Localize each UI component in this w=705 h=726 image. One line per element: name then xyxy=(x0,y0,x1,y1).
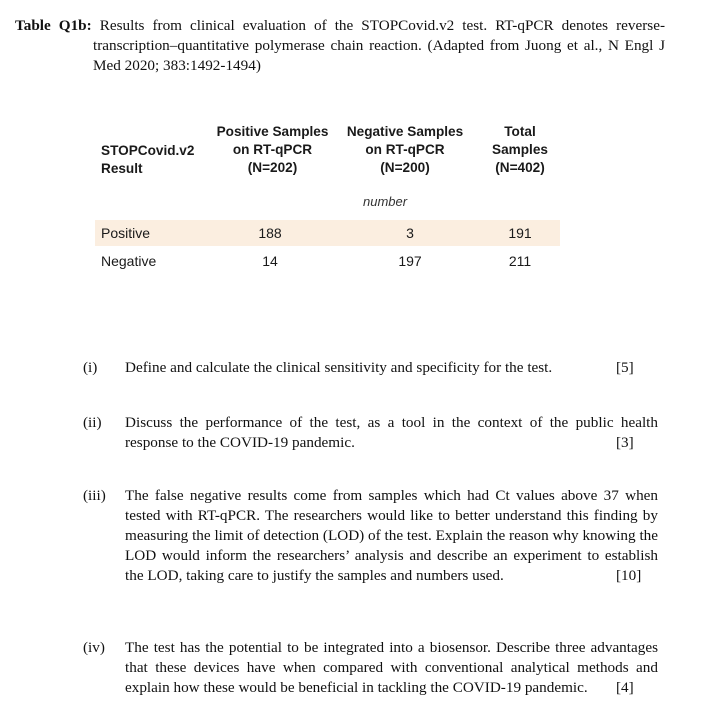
cell-total: 211 xyxy=(508,253,532,269)
question-text: Define and calculate the clinical sensitivity and specificity for the test. xyxy=(125,359,553,376)
header-total-samples: Total Samples (N=402) xyxy=(492,124,548,175)
question-text: The false negative results come from samples which had Ct values above 37 when tested with RT-qPCR. The researchers would like to better understand this finding by measuring the limit of detection (LOD) of the test. Explain the reason why knowing the LOD would inform the researchers’ analysis and describe an experiment to establish the LOD, taking care to justify the samples and numbers used. xyxy=(125,487,658,584)
caption-label: Table Q1b: xyxy=(15,17,92,34)
row-label: Negative xyxy=(101,253,157,269)
caption-text: Results from clinical evaluation of the STOPCovid.v2 test. RT-qPCR denotes reverse-transcription–quantitative polymerase chain reaction. (Adapted from Juong et al., N Engl J Med 2020; 383:1492-1494) xyxy=(93,17,665,74)
question-text: Discuss the performance of the test, as a tool in the context of the public health response to the COVID-19 pandemic. xyxy=(125,414,658,451)
question-number: (iii) xyxy=(83,487,106,504)
header-positive-samples: Positive Samples on RT-qPCR (N=202) xyxy=(216,124,329,175)
question-iii: (iii) The false negative results come from samples which had Ct values above 37 when tested with RT-qPCR. The researchers would like to better understand this finding by measuring the limit of detection (LOD) of the test. Explain the reason why knowing the LOD would inform the researchers’ analysis and describe an experiment to establish the LOD, taking care to justify the samples and numbers used. [10] xyxy=(83,487,658,584)
cell-negative: 197 xyxy=(398,253,422,269)
cell-total: 191 xyxy=(508,225,532,241)
question-iv: (iv) The test has the potential to be integrated into a biosensor. Describe three advantages that these devices have when compared with conventional analytical methods and explain how these would be beneficial in tackling the COVID-19 pandemic. [4] xyxy=(83,639,658,696)
cell-negative: 3 xyxy=(406,225,414,241)
question-i: (i) Define and calculate the clinical sensitivity and specificity for the test. [5] xyxy=(83,359,634,376)
row-label: Positive xyxy=(101,225,151,241)
cell-positive: 188 xyxy=(258,225,282,241)
table-row xyxy=(95,220,560,246)
cell-positive: 14 xyxy=(262,253,278,269)
header-result: STOPCovid.v2 Result xyxy=(101,143,195,176)
question-ii: (ii) Discuss the performance of the test, as a tool in the context of the public health response to the COVID-19 pandemic. [3] xyxy=(83,414,658,451)
table-caption xyxy=(15,16,665,76)
question-text: The test has the potential to be integrated into a biosensor. Describe three advantages that these devices have when compared with conventional analytical methods and explain how these would be beneficial in tackling the COVID-19 pandemic. xyxy=(125,639,658,696)
question-number: (i) xyxy=(83,359,98,376)
table-row xyxy=(95,248,560,274)
units-label: number xyxy=(363,194,408,209)
question-number: (ii) xyxy=(83,414,102,431)
question-number: (iv) xyxy=(83,639,105,656)
header-negative-samples: Negative Samples on RT-qPCR (N=200) xyxy=(346,124,464,175)
